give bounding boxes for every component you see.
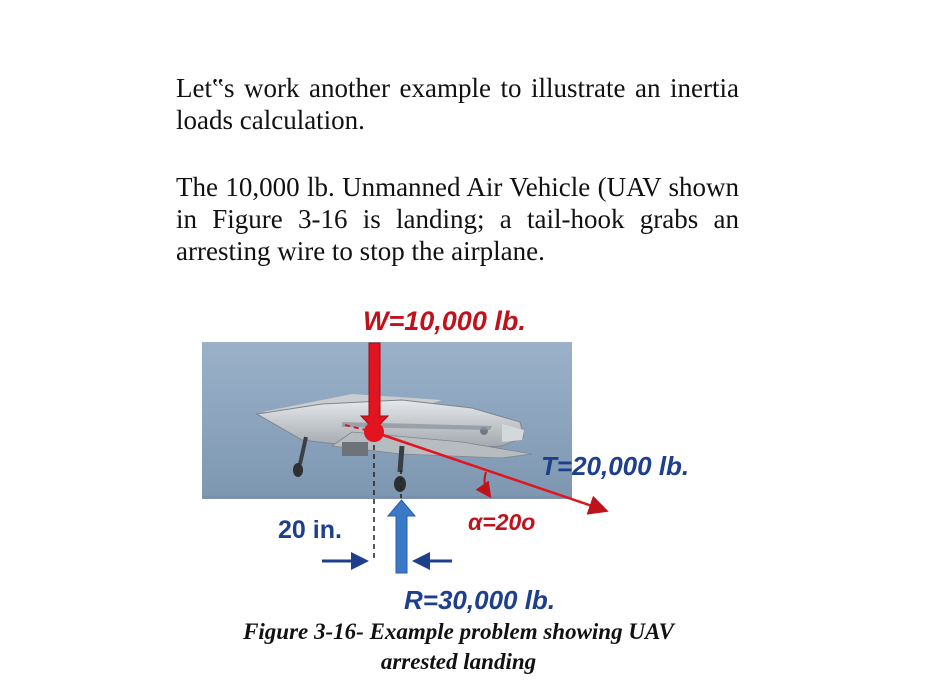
intro-paragraph: Let‟s work another example to illustrate an inertia loads calculation.: [176, 73, 739, 135]
tension-label: T=20,000 lb.: [541, 451, 690, 481]
weight-label: W=10,000 lb.: [363, 306, 526, 336]
distance-label: 20 in.: [278, 516, 342, 544]
angle-label: α=20o: [468, 509, 536, 535]
angle-arc: [485, 472, 489, 495]
reaction-label: R=30,000 lb.: [404, 585, 556, 615]
reaction-arrow: [388, 500, 415, 573]
figure-caption-line2: arrested landing: [380, 649, 537, 674]
figure-caption-line1: Figure 3-16- Example problem showing UAV: [243, 619, 674, 644]
problem-paragraph: The 10,000 lb. Unmanned Air Vehicle (UAV shown in Figure 3-16 is landing; a tail-hook grabs an arresting wire to stop the airplane.: [176, 172, 739, 266]
weight-arrow: [361, 343, 388, 430]
